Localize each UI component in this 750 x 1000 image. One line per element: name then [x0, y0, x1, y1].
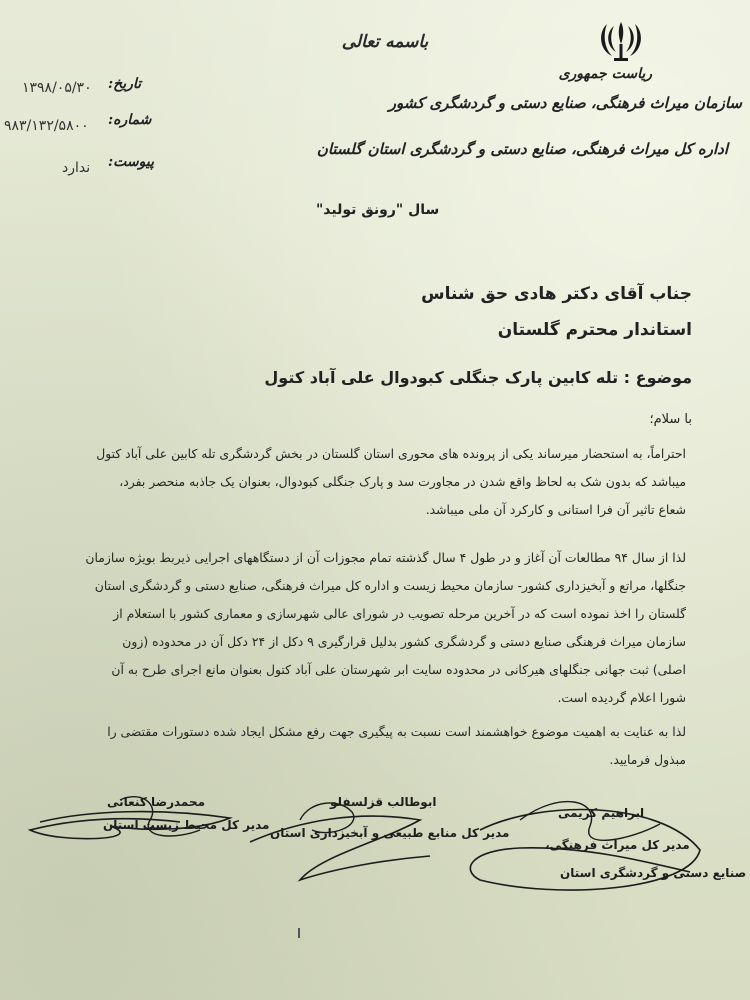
greeting: با سلام؛ [649, 412, 692, 427]
paragraph-line: جنگلها، مراتع و آبخیزداری کشور- سازمان محیط زیست و اداره کل میراث فرهنگی، صنایع دستی و گردشگری استان [94, 578, 686, 593]
paragraph-line: میباشد که بدون شک به لحاظ واقع شدن در مجاورت سد و پارک جنگلی کبودوال، بعنوان یک جاذبه منحصر بفرد، [119, 474, 686, 489]
paragraph-3 [70, 718, 686, 780]
signature-2-title: مدیر کل منابع طبیعی و آبخیزداری استان [270, 826, 510, 840]
signature-1-title: مدیر کل محیط زیست استان [103, 818, 270, 832]
year-slogan: سال "رونق تولید" [316, 202, 440, 218]
attachment-value: ندارد [62, 160, 91, 176]
page-mark [298, 928, 300, 938]
date-value: ۱۳۹۸/۰۵/۳۰ [22, 80, 92, 96]
signature-3-title-line2: صنایع دستی و گردشگری استان [560, 866, 747, 880]
paragraph-line: احتراماً، به استحضار میرساند یکی از پرونده های محوری استان گلستان در بخش گردشگری تله کابین علی آباد کتول [96, 446, 686, 461]
org-line-national: سازمان میراث فرهنگی، صنایع دستی و گردشگری کشور [388, 94, 742, 112]
signature-2-name: ابوطالب قزلسفلو [330, 795, 437, 809]
date-label: تاریخ: [108, 76, 142, 92]
signature-1-name: محمدرضا کنعانی [107, 795, 206, 809]
paragraph-line: اصلی) ثبت جهانی جنگلهای هیرکانی در محدوده سایت ابر شهرستان علی آباد کتول بعنوان مانع اجرای طرح به آن [111, 662, 686, 677]
signature-3-name: ابراهیم کریمی [558, 806, 645, 820]
number-label: شماره: [108, 112, 152, 128]
subject-line: موضوع : تله کابین پارک جنگلی کبودوال علی آباد کتول [264, 368, 692, 387]
paragraph-line: سازمان میراث فرهنگی صنایع دستی و گردشگری کشور بدلیل قرارگیری ۹ دکل از ۲۴ دکل آن در محدوده (زون [122, 634, 686, 649]
paragraph-1 [70, 440, 686, 530]
paragraph-line: لذا از سال ۹۴ مطالعات آن آغاز و در طول ۴ سال گذشته تمام مجوزات آن از دستگاههای اجرایی ذیربط بویژه سازمان [85, 550, 686, 565]
attachment-label: پیوست: [108, 154, 154, 170]
org-line-provincial: اداره کل میراث فرهنگی، صنایع دستی و گردشگری استان گلستان [316, 140, 728, 158]
org-line-presidency: ریاست جمهوری [558, 66, 652, 82]
number-value: ۹۸۳/۱۳۲/۵۸۰۰ [4, 118, 89, 134]
signature-3-title-line1: مدیر کل میراث فرهنگی، [545, 838, 690, 852]
paragraph-line: لذا به عنایت به اهمیت موضوع خواهشمند است نسبت به پیگیری جهت رفع مشکل ایجاد شده دستورات مقتضی را [107, 724, 686, 739]
paragraph-line: شعاع تاثیر آن فرا استانی و کارکرد آن ملی میباشد. [425, 502, 686, 517]
basmala-heading: باسمه تعالی [341, 32, 429, 52]
paragraph-2 [70, 544, 686, 712]
iran-emblem-icon [596, 18, 646, 64]
paragraph-line: شورا اعلام گردیده است. [557, 690, 686, 705]
paragraph-line: گلستان را اخذ نموده است که در آخرین مرحله تصویب در شورای عالی شهرسازی و معماری کشور با استعلام از [113, 606, 686, 621]
addressee-name: جناب آقای دکتر هادی حق شناس [421, 284, 692, 304]
paragraph-line: مبذول فرمایید. [609, 752, 686, 767]
addressee-title: استاندار محترم گلستان [497, 320, 692, 340]
